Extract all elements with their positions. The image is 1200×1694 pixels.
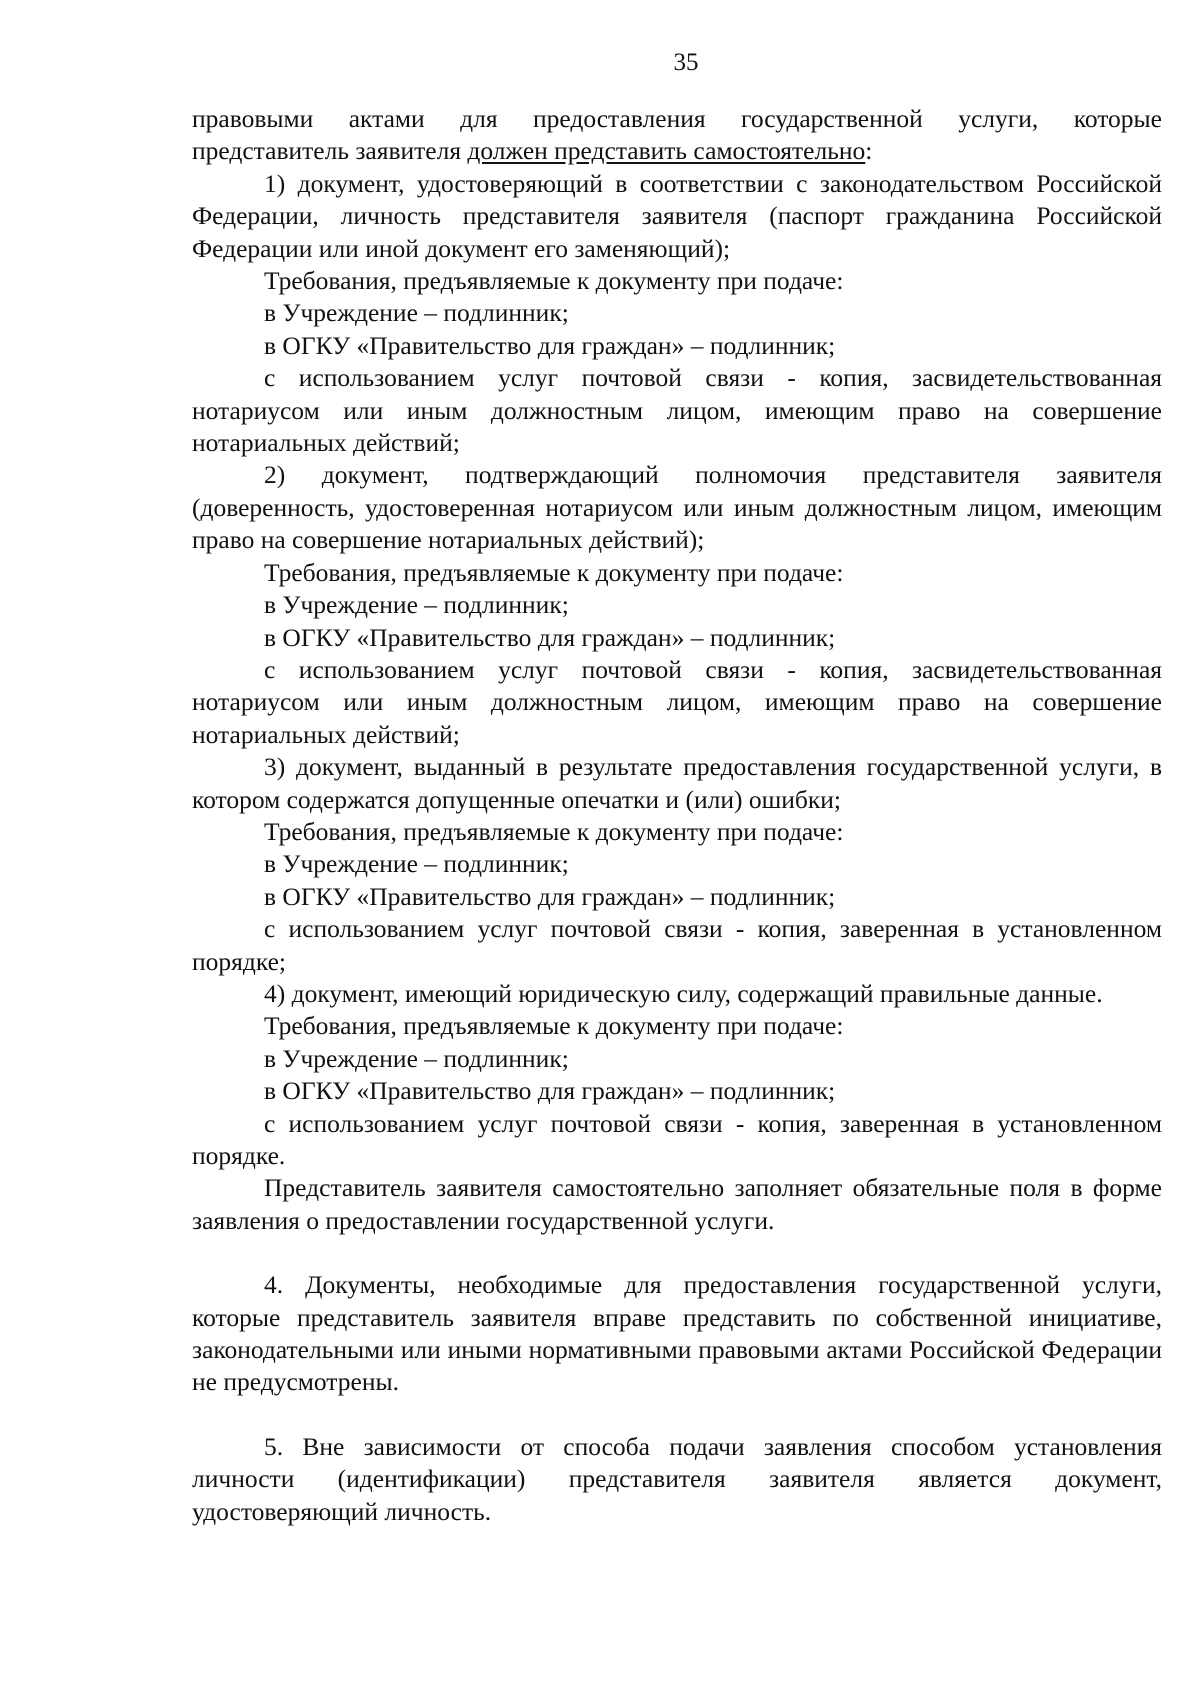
item-1-requirement-ogku: в ОГКУ «Правительство для граждан» – подлинник; [264,330,836,360]
item-4-requirement-post: с использованием услуг почтовой связи - копия, заверенная в установленном порядке. [192,1108,1162,1170]
intro-line-1: правовыми актами для предоставления государственной услуги, которые [192,104,1162,133]
item-3-requirement-post: с использованием услуг почтовой связи - копия, заверенная в установленном порядке; [192,914,1162,976]
section-4-paragraph: 4. Документы, необходимые для предоставления государственной услуги, которые представитель заявителя вправе представить по собственной инициативе, законодательными или иными нормативными правовыми актами Российской Федерации не предусмотрены. [192,1270,1162,1397]
item-2-requirements-title: Требования, предъявляемые к документу при подаче: [264,557,844,587]
section-5-paragraph: 5. Вне зависимости от способа подачи заявления способом установления личности (идентификации) представителя заявителя является документ, удостоверяющий личность. [192,1431,1162,1526]
item-1-text: 1) документ, удостоверяющий в соответствии с законодательством Российской Федерации, личность представителя заявителя (паспорт гражданина Российской Федерации или иной документ его заменяющий); [192,168,1162,263]
item-3-requirements-title: Требования, предъявляемые к документу при подаче: [264,816,844,846]
item-1-requirement-institution: в Учреждение – подлинник; [264,298,569,328]
underlined-self-submit-text: должен представить самостоятельно [467,136,866,166]
item-4-requirement-institution: в Учреждение – подлинник; [264,1043,569,1073]
page-number: 35 [673,49,699,76]
item-3-requirement-ogku: в ОГКУ «Правительство для граждан» – подлинник; [264,881,836,911]
item-1-requirement-post: с использованием услуг почтовой связи - копия, засвидетельствованная нотариусом или иным должностным лицом, имеющим право на совершение нотариальных действий; [192,363,1162,458]
item-3-requirement-institution: в Учреждение – подлинник; [264,849,569,879]
document-body [192,103,1162,1528]
item-2-text: 2) документ, подтверждающий полномочия представителя заявителя (доверенность, удостоверенная нотариусом или иным должностным лицом, имеющим право на совершение нотариальных действий); [192,460,1162,555]
paragraph-gap [192,1399,1162,1431]
item-4-requirement-ogku: в ОГКУ «Правительство для граждан» – подлинник; [264,1076,836,1106]
item-1-requirements-title: Требования, предъявляемые к документу при подаче: [264,266,844,296]
item-2-requirement-ogku: в ОГКУ «Правительство для граждан» – подлинник; [264,622,836,652]
item-4-requirements-title: Требования, предъявляемые к документу при подаче: [264,1011,844,1041]
intro-line-2-end: : [865,136,873,166]
item-4-text: 4) документ, имеющий юридическую силу, содержащий правильные данные. [264,978,1103,1008]
item-2-requirement-post: с использованием услуг почтовой связи - копия, засвидетельствованная нотариусом или иным должностным лицом, имеющим право на совершение нотариальных действий; [192,654,1162,749]
self-fill-paragraph: Представитель заявителя самостоятельно заполняет обязательные поля в форме заявления о предоставлении государственной услуги. [192,1173,1162,1235]
item-2-requirement-institution: в Учреждение – подлинник; [264,590,569,620]
intro-line-2-start: представитель заявителя [192,136,468,166]
intro-line-2 [192,135,1162,167]
paragraph-gap [192,1237,1162,1269]
item-3-text: 3) документ, выданный в результате предоставления государственной услуги, в котором содержатся допущенные опечатки и (или) ошибки; [192,752,1162,814]
